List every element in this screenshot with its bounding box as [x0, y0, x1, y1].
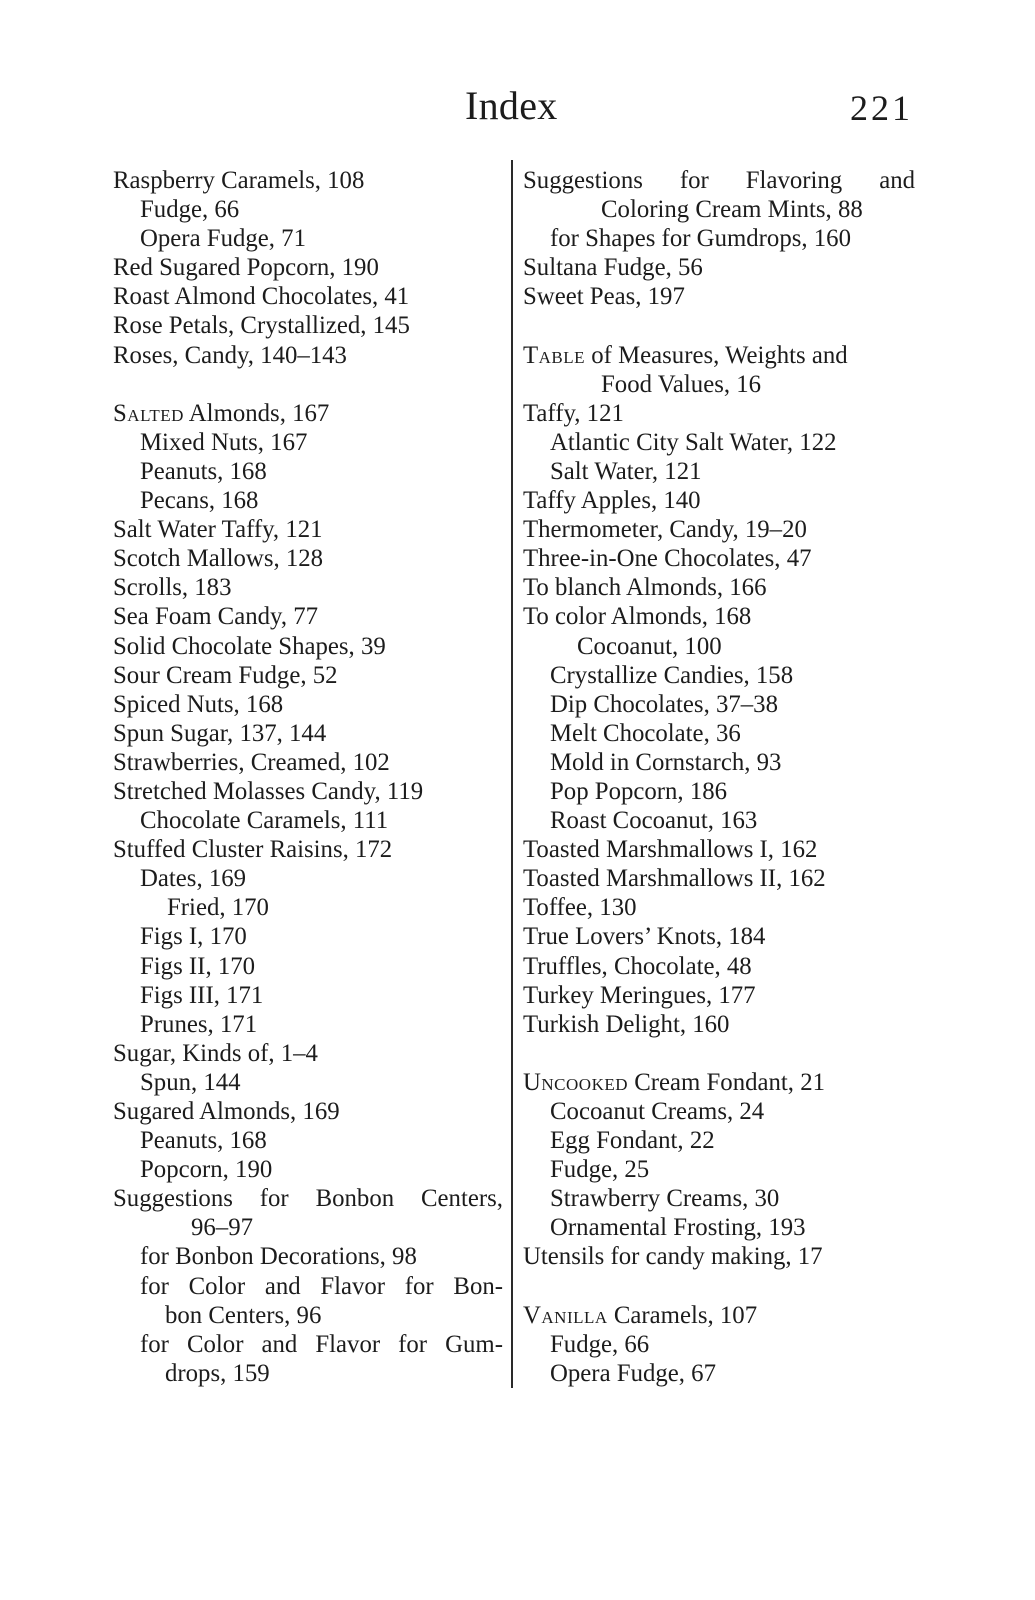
index-entry-continuation: drops, 159 — [165, 1359, 270, 1387]
index-subentry: Cocoanut Creams, 24 — [550, 1098, 765, 1125]
word: for — [398, 1330, 428, 1358]
word: for — [140, 1272, 169, 1300]
index-subentry: Opera Fudge, 71 — [140, 225, 306, 253]
index-entry — [523, 1301, 915, 1330]
index-subentry: Pecans, 168 — [140, 487, 259, 515]
index-entry: Turkey Meringues, 177 — [523, 981, 756, 1009]
index-entry-text: of Measures, Weights and — [585, 341, 848, 369]
section-gap — [523, 1272, 915, 1301]
index-subentry: for Bonbon Decorations, 98 — [140, 1243, 417, 1271]
index-entry: Sea Foam Candy, 77 — [113, 603, 319, 631]
index-entry: To blanch Almonds, 166 — [523, 574, 767, 602]
word: Color — [188, 1272, 246, 1300]
index-entry-continuation: 96–97 — [191, 1214, 253, 1242]
index-subentry: Fudge, 25 — [550, 1156, 650, 1184]
index-entry: Rose Petals, Crystallized, 145 — [113, 312, 410, 340]
index-entry: Sour Cream Fudge, 52 — [113, 661, 338, 689]
index-subentry: Peanuts, 168 — [140, 1127, 267, 1155]
index-entry: Sweet Peas, 197 — [523, 283, 685, 311]
index-subentry: Dip Chocolates, 37–38 — [550, 690, 778, 718]
index-entry: Toasted Marshmallows I, 162 — [523, 836, 818, 864]
word: Suggestions — [113, 1185, 233, 1213]
index-entry-continuation: Coloring Cream Mints, 88 — [601, 196, 863, 224]
index-column-left — [113, 166, 503, 1388]
index-entry: Raspberry Caramels, 108 — [113, 167, 365, 194]
word: and — [261, 1330, 298, 1358]
index-subentry: Fudge, 66 — [140, 196, 240, 224]
index-entry — [113, 1184, 503, 1213]
index-entry: Roast Almond Chocolates, 41 — [113, 283, 410, 311]
index-entry: Truffles, Chocolate, 48 — [523, 952, 752, 980]
index-subentry: Figs III, 171 — [140, 981, 264, 1009]
index-subentry: Strawberry Creams, 30 — [550, 1185, 780, 1213]
index-entry: Three-in-One Chocolates, 47 — [523, 545, 812, 573]
word: and — [264, 1272, 301, 1300]
index-entry-continuation: Food Values, 16 — [601, 370, 762, 398]
index-subentry: Figs II, 170 — [140, 952, 256, 980]
index-entry: Sugar, Kinds of, 1–4 — [113, 1039, 318, 1067]
column-divider — [511, 160, 513, 1388]
index-entry: Scrolls, 183 — [113, 574, 232, 602]
index-entry — [113, 399, 503, 428]
index-entry: Spun Sugar, 137, 144 — [113, 719, 327, 747]
index-entry: Scotch Mallows, 128 — [113, 545, 324, 573]
index-subentry — [113, 1330, 503, 1359]
word: Gum- — [445, 1330, 503, 1358]
index-subentry: Mold in Cornstarch, 93 — [550, 748, 782, 776]
section-lead-word: Salted — [113, 399, 184, 427]
index-entry: Spiced Nuts, 168 — [113, 690, 284, 718]
index-subentry: Peanuts, 168 — [140, 457, 267, 485]
word: and — [879, 167, 915, 194]
index-entry: Thermometer, Candy, 19–20 — [523, 516, 807, 544]
index-subentry: Melt Chocolate, 36 — [550, 719, 741, 747]
index-entry: Taffy, 121 — [523, 399, 624, 427]
index-entry: Strawberries, Creamed, 102 — [113, 748, 390, 776]
index-entry: Red Sugared Popcorn, 190 — [113, 254, 379, 282]
index-subentry: Prunes, 171 — [140, 1010, 258, 1038]
index-subentry: Figs I, 170 — [140, 923, 247, 951]
index-subentry — [113, 1272, 503, 1301]
word: Bon- — [453, 1272, 503, 1300]
index-entry-text: Cream Fondant, 21 — [628, 1068, 825, 1096]
index-subsubentry: Cocoanut, 100 — [577, 632, 722, 660]
index-subentry: Crystallize Candies, 158 — [550, 661, 794, 689]
index-subentry: Popcorn, 190 — [140, 1156, 273, 1184]
word: Suggestions — [523, 167, 643, 194]
page-number: 221 — [850, 88, 913, 128]
index-subentry: Fudge, 66 — [550, 1330, 650, 1358]
index-entry-text: Almonds, 167 — [183, 399, 330, 427]
page-title: Index — [465, 83, 558, 128]
index-entry: Toasted Marshmallows II, 162 — [523, 865, 826, 893]
word: Centers, — [421, 1185, 503, 1213]
index-subentry: Chocolate Caramels, 111 — [140, 807, 389, 835]
index-subentry: Salt Water, 121 — [550, 457, 702, 485]
word: for — [259, 1185, 289, 1213]
running-head — [0, 80, 1035, 140]
index-subentry: Mixed Nuts, 167 — [140, 428, 308, 456]
index-subentry: Roast Cocoanut, 163 — [550, 807, 758, 835]
index-entry-text: Caramels, 107 — [607, 1301, 758, 1329]
index-entry: To color Almonds, 168 — [523, 603, 752, 631]
word: Color — [186, 1330, 244, 1358]
section-gap — [523, 1039, 915, 1068]
word: Flavoring — [745, 167, 843, 194]
index-entry — [523, 166, 915, 195]
index-subentry: Dates, 169 — [140, 865, 247, 893]
index-entry: Toffee, 130 — [523, 894, 637, 922]
word: Bonbon — [315, 1185, 395, 1213]
index-entry: Turkish Delight, 160 — [523, 1010, 730, 1038]
index-subentry: Pop Popcorn, 186 — [550, 777, 728, 805]
index-subentry: Opera Fudge, 67 — [550, 1359, 716, 1387]
index-column-right — [523, 166, 915, 1388]
word: for — [679, 167, 709, 194]
index-subentry: Atlantic City Salt Water, 122 — [550, 428, 837, 456]
index-entry: Stuffed Cluster Raisins, 172 — [113, 836, 393, 864]
index-entry: Solid Chocolate Shapes, 39 — [113, 632, 386, 660]
index-entry — [523, 1068, 915, 1097]
word: Flavor — [320, 1272, 386, 1300]
index-subentry: Spun, 144 — [140, 1068, 241, 1096]
word: for — [404, 1272, 434, 1300]
index-entry: True Lovers’ Knots, 184 — [523, 923, 766, 951]
index-subsubentry: Fried, 170 — [167, 894, 269, 922]
index-entry: Taffy Apples, 140 — [523, 487, 701, 515]
section-lead-word: Uncooked — [523, 1068, 629, 1096]
index-subentry: Egg Fondant, 22 — [550, 1127, 715, 1155]
index-entry: Sultana Fudge, 56 — [523, 254, 703, 282]
word: for — [140, 1330, 169, 1358]
index-entry: Stretched Molasses Candy, 119 — [113, 777, 424, 805]
index-entry — [523, 341, 915, 370]
index-subentry: Ornamental Frosting, 193 — [550, 1214, 806, 1242]
index-entry: Utensils for candy making, 17 — [523, 1243, 823, 1271]
index-entry: Sugared Almonds, 169 — [113, 1098, 340, 1125]
index-entry: Salt Water Taffy, 121 — [113, 516, 323, 544]
section-gap — [523, 311, 915, 340]
section-gap — [113, 370, 503, 399]
index-subentry: for Shapes for Gumdrops, 160 — [550, 225, 851, 253]
index-entry-continuation: bon Centers, 96 — [165, 1301, 322, 1329]
index-entry: Roses, Candy, 140–143 — [113, 341, 347, 369]
word: Flavor — [315, 1330, 381, 1358]
section-lead-word: Table — [523, 341, 586, 369]
section-lead-word: Vanilla — [523, 1301, 608, 1329]
